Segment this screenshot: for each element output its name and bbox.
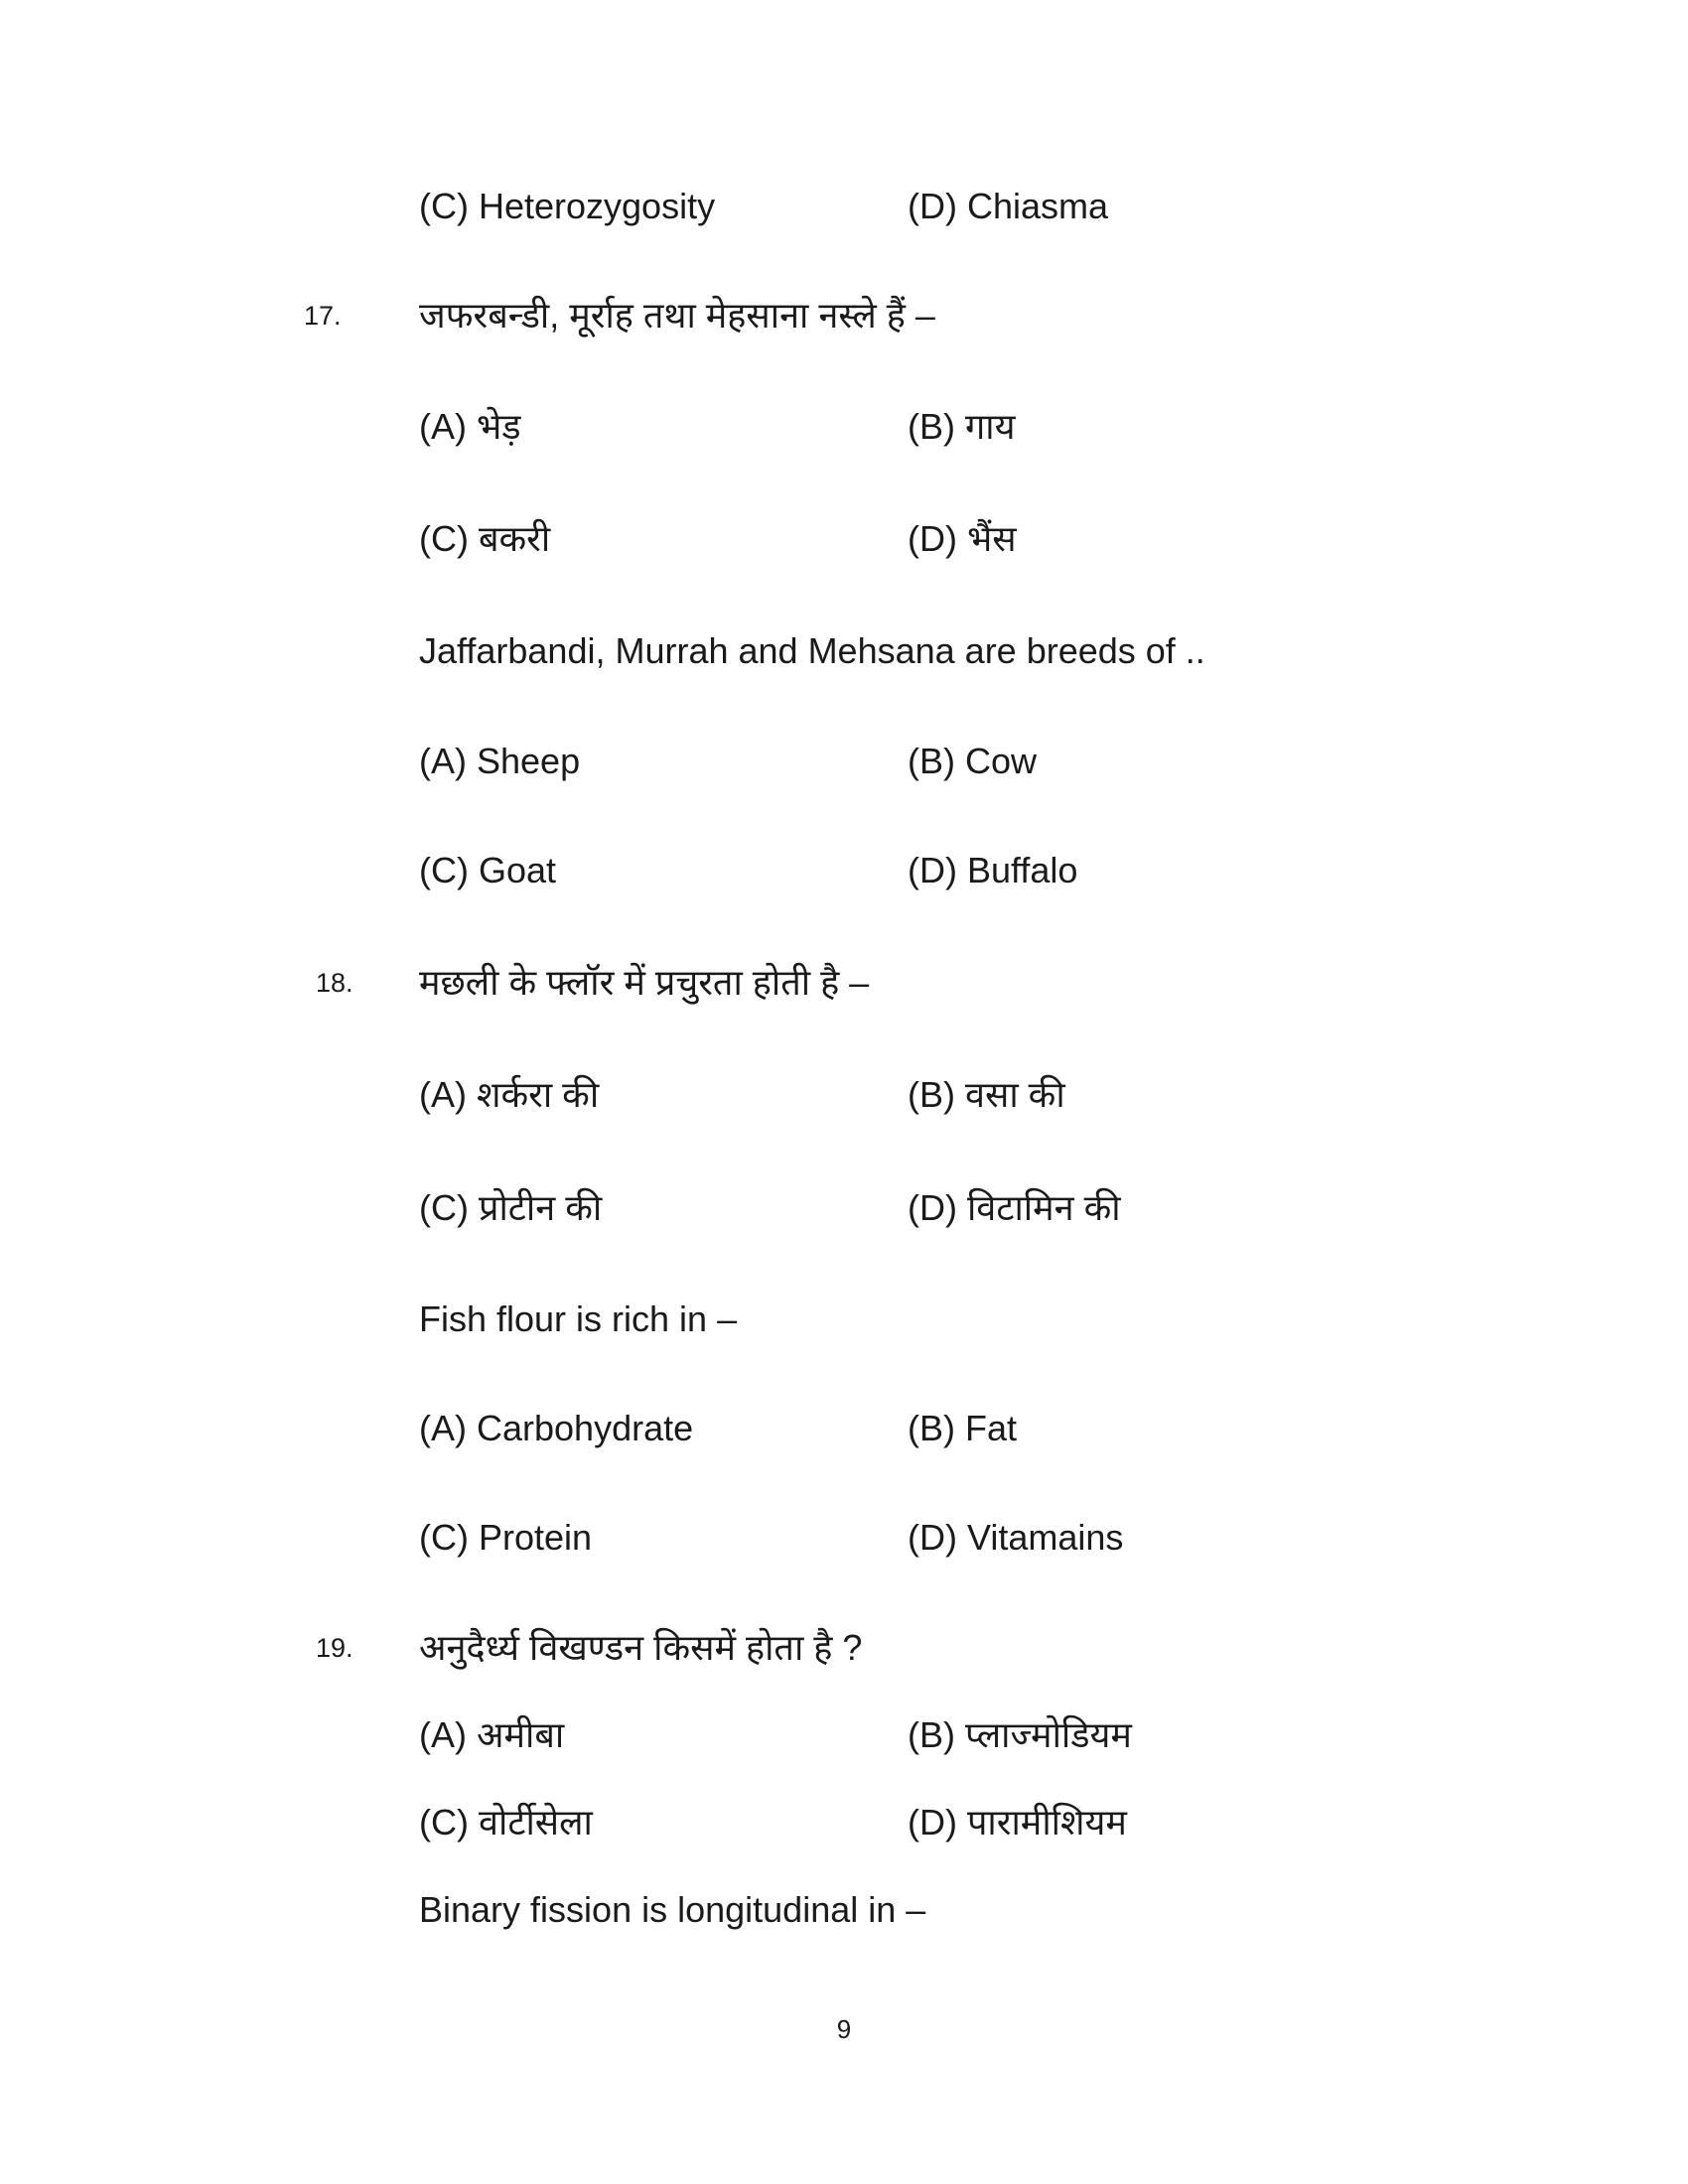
question-text-hindi: मछली के फ्लॉर में प्रचुरता होती है – [419,962,870,1003]
option-c: (C) Protein [419,1517,593,1558]
option-b: (B) गाय [908,406,1016,447]
option-d: (D) Buffalo [908,850,1078,890]
question-text-english: Binary fission is longitudinal in – [419,1889,926,1930]
option-c: (C) वोर्टीसेला [419,1802,593,1843]
question-text-english: Fish flour is rich in – [419,1298,738,1339]
option-a: (A) Sheep [419,741,581,781]
question-17-english [0,623,1688,679]
option-a: (A) भेड़ [419,406,521,447]
question-19-hindi [0,1620,1688,1676]
option-c: (C) बकरी [419,518,551,559]
option-d: (D) पारामीशियम [908,1802,1127,1843]
option-row [0,399,1688,455]
option-b: (B) प्लाज्मोडियम [908,1714,1132,1755]
option-row [0,843,1688,898]
question-18-hindi [0,955,1688,1011]
option-a: (A) शर्करा की [419,1074,600,1115]
question-number: 17. [304,301,342,331]
question-number: 19. [316,1633,353,1663]
option-row [0,1067,1688,1123]
option-c: (C) प्रोटीन की [419,1187,603,1228]
question-18-english [0,1292,1688,1347]
option-row [0,734,1688,789]
option-row [0,511,1688,567]
question-number: 18. [316,968,353,998]
question-19-english [0,1882,1688,1938]
option-row [0,1510,1688,1566]
option-d: (D) भैंस [908,518,1017,559]
option-d: (D) विटामिन की [908,1187,1121,1228]
option-d: (D) Chiasma [908,186,1109,226]
option-row [0,1795,1688,1850]
option-row [0,1180,1688,1236]
question-text-hindi: जफरबन्डी, मूर्राह तथा मेहसाना नस्ले हैं – [419,295,935,336]
option-row [0,1401,1688,1456]
option-row [0,1707,1688,1763]
question-17-hindi [0,288,1688,343]
option-a: (A) Carbohydrate [419,1408,694,1448]
option-d: (D) Vitamains [908,1517,1124,1558]
option-a: (A) अमीबा [419,1714,565,1755]
option-b: (B) वसा की [908,1074,1065,1115]
page-number: 9 [836,2014,852,2044]
option-b: (B) Cow [908,741,1038,781]
option-b: (B) Fat [908,1408,1018,1448]
option-c: (C) Goat [419,850,557,890]
question-text-hindi: अनुदैर्ध्य विखण्डन किसमें होता है ? [419,1627,863,1668]
option-row [0,179,1688,234]
option-c: (C) Heterozygosity [419,186,716,226]
question-text-english: Jaffarbandi, Murrah and Mehsana are breeds of .. [419,630,1205,671]
